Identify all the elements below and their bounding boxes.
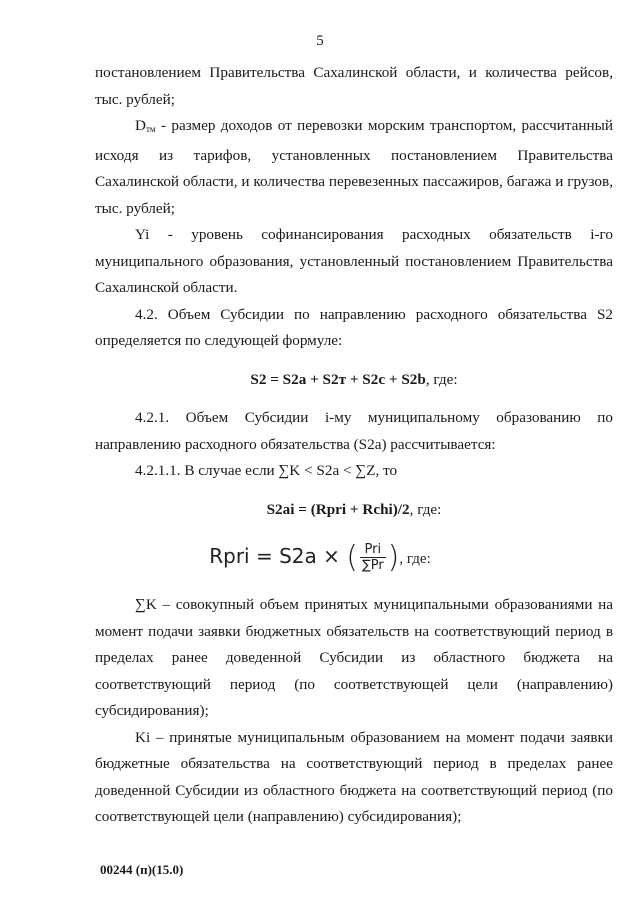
formula-rpri-fraction (360, 542, 386, 573)
formula-rpri: Rpri = S2a × ( $\frac{\text{Pri}}{\sum Pr}$ ), где: (209, 540, 431, 575)
formula-rpri-tail: , где: (399, 551, 431, 567)
formula-s2-tail: , где: (425, 370, 458, 388)
document-body-lower (95, 592, 613, 831)
formula-s2ai-expr: S2ai = (Rpri + Rchi)/2 (266, 500, 410, 518)
paragraph-dtm (95, 113, 613, 222)
paragraph-sum-k: ∑K – совокупный объем принятых муниципальными образованиями на момент подачи заявки бюджетных обязательств на соответствующий период в пределах ранее доведенной Субсидии из областного бюджета на соответствующий период (по соответствующей цели (направлению) субсидирования); (95, 596, 613, 719)
dtm-subscript: тм (145, 124, 156, 134)
paragraph-ki: Ki – принятые муниципальным образованием на момент подачи заявки бюджетные обязательства на соответствующий период в пределах ранее доведенной Субсидии из областного бюджета на соответствующий период (по соответствующей цели (направлению) субсидирования); (95, 728, 613, 825)
formula-rpri-left: Rpri = S2a × (209, 544, 340, 568)
paragraph-4-2: 4.2. Объем Субсидии по направлению расходного обязательства S2 определяется по следующей формуле: (95, 305, 613, 349)
formula-s2-expr: S2 = S2a + S2т + S2c + S2b (250, 370, 426, 388)
formula-s2ai (95, 497, 613, 524)
dtm-text: - размер доходов от перевозки морским транспортом, рассчитанный исходя из тарифов, установленных постановлением Правительства Сахалинской области, и количества перевезенных пассажиров, багажа и грузов, тыс. рублей; (95, 117, 613, 217)
fraction-numerator: Pri (360, 542, 386, 558)
paragraph-yi: Yi - уровень софинансирования расходных обязательств i-го муниципального образования, установленный постановлением Правительства Сахалинской области. (95, 226, 613, 296)
dtm-symbol: D (135, 117, 146, 134)
document-body (95, 60, 613, 523)
fraction-denominator: ∑Pr (361, 558, 384, 573)
formula-s2 (95, 367, 613, 394)
paragraph-4-2-1: 4.2.1. Объем Субсидии i-му муниципальному образованию по направлению расходного обязательства (S2a) рассчитывается: (95, 409, 613, 453)
page-number: 5 (316, 33, 324, 49)
paragraph-1: постановлением Правительства Сахалинской области, и количества рейсов, тыс. рублей; (95, 64, 613, 108)
document-footer-code: 00244 (п)(15.0) (100, 862, 184, 877)
paragraph-4-2-1-1: 4.2.1.1. В случае если ∑K < S2a < ∑Z, то (135, 462, 398, 479)
formula-s2ai-tail: , где: (409, 500, 442, 518)
